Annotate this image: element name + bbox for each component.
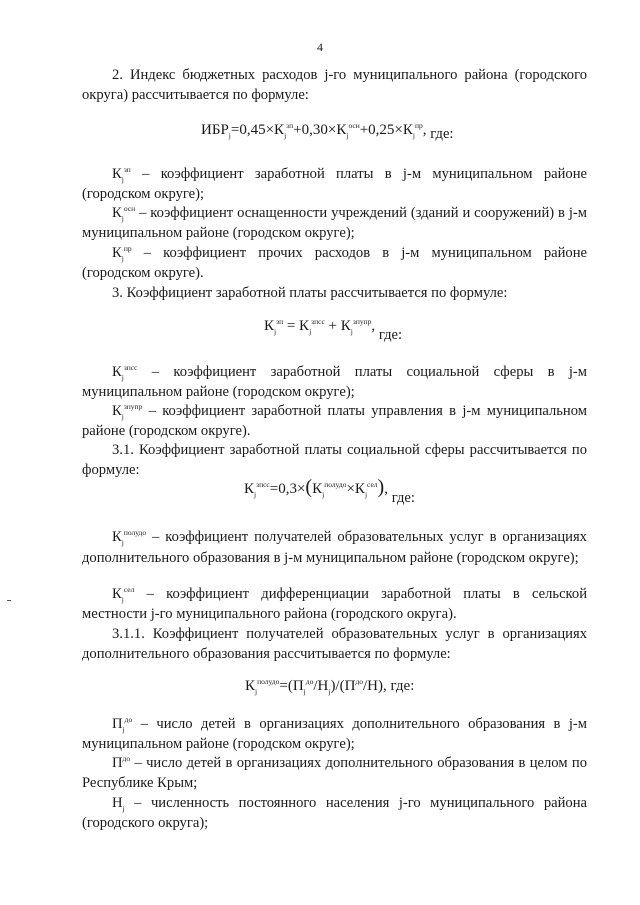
formula1-lhs: ИБР [201, 122, 229, 138]
formula1-sub-j: j [228, 131, 231, 140]
def-p-do-j: $П_j^{до}$ – число детей в организациях дополнительного образования в j-м муниципальном районе (городском округе); [82, 715, 587, 752]
symbol-p-do: $П^{до}$ [112, 754, 131, 771]
def-k-zpupr: $К_j^{зпупр}$ – коэффициент заработной платы управления в j-м муниципальном районе (городском округе). [82, 402, 587, 439]
section-3-1-1-paragraph: 3.1.1. Коэффициент получателей образовательных услуг в организациях дополнительного образования рассчитывается по формуле: [82, 626, 587, 662]
symbol-k-zpss: $К_j^{зпсс}$ [112, 363, 138, 382]
paren-open: ( [305, 476, 313, 498]
formula-salary: $К_j^{зп} = К_j^{зпсс} + К_j^{зпупр}$, где: [264, 317, 403, 343]
def-k-pr: $К_j^{пр}$ – коэффициент прочих расходов в j-м муниципальном районе (городском округе). [82, 244, 588, 281]
symbol-k-osn: $К_j^{осн}$ [112, 204, 136, 223]
formula1-sup-osn: осн [348, 121, 360, 130]
symbol-k-zpupr: $К_j^{зпупр}$ [112, 402, 143, 421]
formula1-sup-zp: зп [286, 121, 294, 130]
formula2-where: где: [378, 327, 403, 343]
symbol-p-do-j: $П_j^{до}$ [112, 715, 133, 734]
formula-recipients: $К_j^{полудо}=(П_j^{до}/Н_j)/(П^{до}/Н)$, где: [245, 677, 415, 696]
formula1-sup-pr: пр [415, 121, 423, 130]
def-k-osn: $К_j^{осн}$ – коэффициент оснащенности учреждений (зданий и сооружений) в j-м муниципальном районе (городском округе); [82, 204, 587, 241]
def-k-sel: $К_j^{сел}$ – коэффициент дифференциации заработной платы в сельской местности j-го муниципального района (городского округа). [82, 585, 587, 622]
formula-social-salary: $К_j^{зпсс}=0,3\times(К_j^{полудо}\times К_j^{сел})$, где: [244, 476, 415, 506]
def-n-j: $Н_j$ – численность постоянного населения j-го муниципального района (городского округа); [82, 795, 588, 831]
symbol-k-pr: $К_j^{пр}$ [112, 244, 132, 263]
def-k-polydo: $К_j^{полудо}$ – коэффициент получателей образовательных услуг в организациях дополнительного образования в j-м муниципальном районе (городском округе); [82, 528, 587, 566]
section-2-paragraph: 2. Индекс бюджетных расходов j-го муниципального района (городского округа) рассчитывается по формуле: [82, 67, 587, 103]
formula1-where: где: [430, 126, 454, 142]
formula1-term2: +0,30×К [293, 122, 347, 138]
symbol-n-j: $Н_j$ [112, 795, 125, 813]
section-3-1-paragraph: 3.1. Коэффициент заработной платы социальной сферы рассчитывается по формуле: [82, 442, 587, 478]
section-3-paragraph: 3. Коэффициент заработной платы рассчитывается по формуле: [112, 285, 508, 301]
formula1-term3: +0,25×К [359, 122, 413, 138]
formula1-term1: =0,45×К [230, 122, 285, 138]
def-p-do: $П^{до}$ – число детей в организациях дополнительного образования в целом по Республике Крым; [82, 754, 587, 791]
formula3-where: где: [391, 490, 415, 506]
symbol-k-polydo: $К_j^{полудо}$ [112, 528, 147, 547]
formula-budget-index: $ИБР_j=0,45\times К_j^{зп}+0,30\times К_j^{осн}+0,25\times К_j^{пр}$, где: [201, 121, 454, 142]
def-k-zp: $К_j^{зп}$ – коэффициент заработной платы в j-м муниципальном районе (городском округе); [82, 165, 587, 202]
symbol-k-zp: $К_j^{зп}$ [112, 165, 131, 184]
page-number: 4 [317, 40, 323, 54]
margin-mark [7, 600, 11, 601]
def-k-zpss: $К_j^{зпсс}$ – коэффициент заработной платы социальной сферы в j-м муниципальном районе (городском округе); [82, 363, 587, 400]
paren-close: ) [377, 476, 385, 498]
symbol-k-sel: $К_j^{сел}$ [112, 585, 135, 604]
